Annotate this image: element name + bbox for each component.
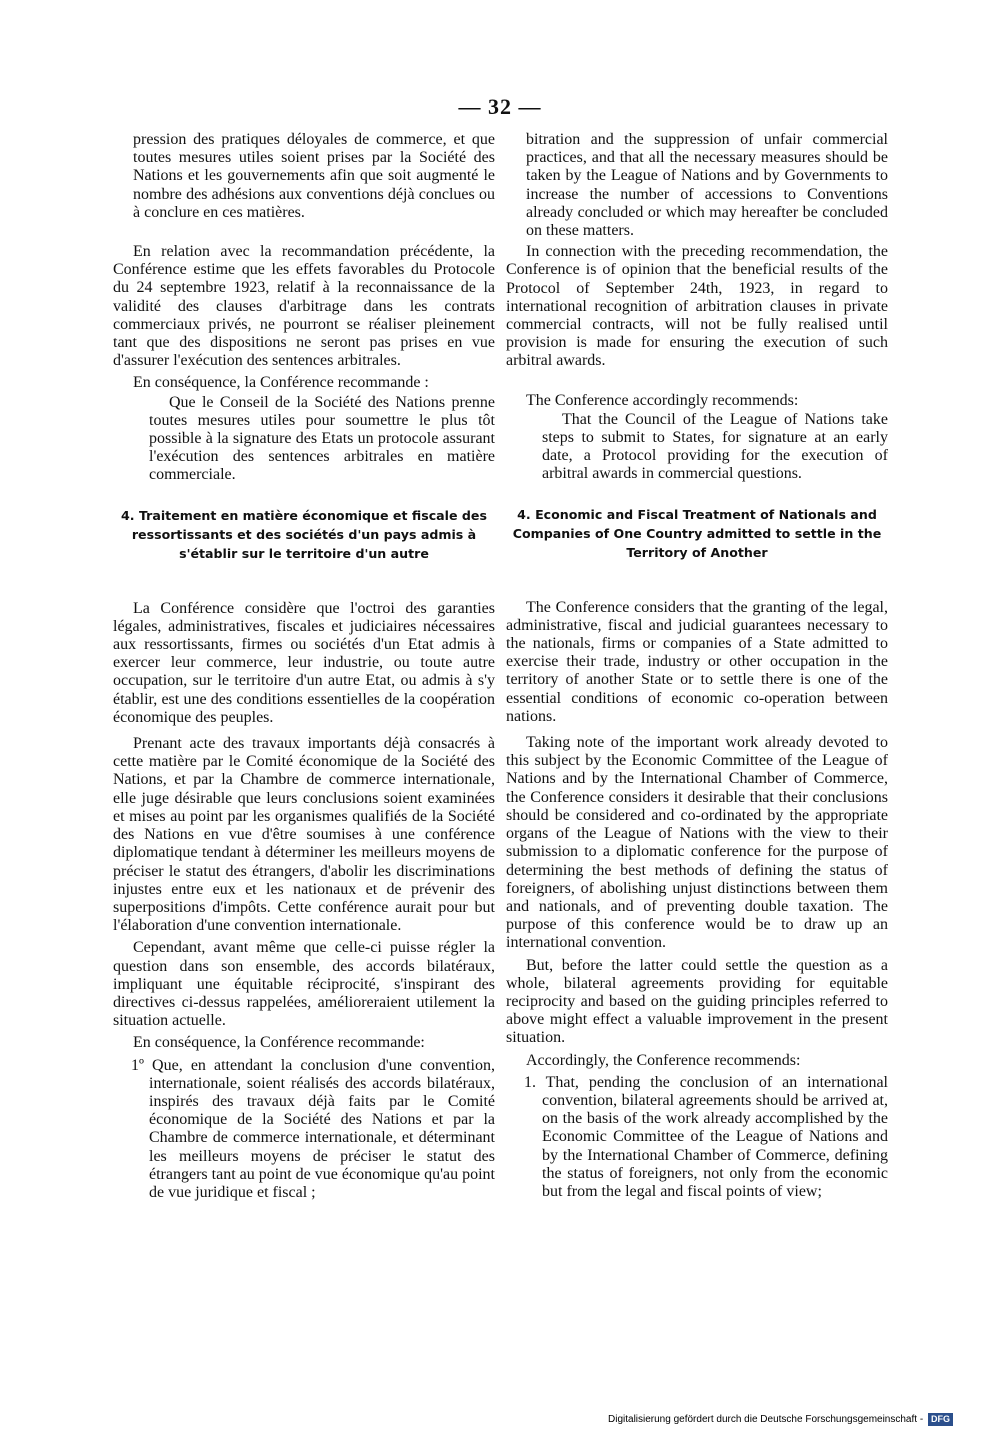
fr-section-heading: 4. Traitement en matière économique et fiscale des ressortissants et des sociétés d'un pays admis à s'établir sur le territoire d'un autre — [121, 507, 487, 561]
en-recommendation-council: That the Council of the League of Nations take steps to submit to States, for signature at an early date, a Protocol providing for the execution of arbitral awards in commercial questions. — [542, 410, 888, 483]
dfg-logo: DFG — [928, 1413, 953, 1426]
en-recommends-intro-2: Accordingly, the Conference recommends: — [526, 1051, 801, 1069]
english-column — [506, 131, 888, 1201]
fr-paragraph-bilateral: Cependant, avant même que celle-ci puisse régler la question dans son ensemble, des accords bilatéraux, impliquant une équitable réciprocité, s'inspirant des directives ci-dessus rappelées, amélioreraient utilement la situation actuelle. — [113, 939, 495, 1030]
en-paragraph-work: Taking note of the important work already devoted to this subject by the Economic Committee of the League of Nations and by the International Chamber of Commerce, the Conference considers it desirable that their conclusions should be considered and co-ordinated by the appropriate organs of the League of Nations with the view to their submission to a diplomatic conference for the purpose of determining the best methods of defining the status of foreigners, of abolishing unjust distinctions between them and nationals, and of preventing double taxation. The purpose of this conference would be to draw up an international convention. — [506, 734, 888, 952]
en-paragraph-protocol: In connection with the preceding recommendation, the Conference is of opinion that the beneficial results of the Protocol of September 24th, 1923, in regard to international recognition of arbitration clauses in private commercial contracts, will not be fully realised until provision is made for ensuring the execution of such arbitral awards. — [506, 243, 888, 370]
fr-list-item-1: 1º Que, en attendant la conclusion d'une convention, internationale, soient réalisés des accords bilatéraux, inspirés des travaux déjà faits par le Comité économique de la Société des Nations et par la Chambre de commerce internationale, et déterminant les meilleurs moyens de préciser le statut des étrangers tant au point de vue économique qu'au point de vue juridique et fiscal ; — [131, 1056, 495, 1201]
en-paragraph-bilateral: But, before the latter could settle the question as a whole, bilateral agreements providing for equitable reciprocity and based on the guiding principles referred to above might effect a valuable improvement in the present situation. — [506, 956, 888, 1047]
fr-recommendation-council: Que le Conseil de la Société des Nations prenne toutes mesures utiles pour soumettre le plus tôt possible à la signature des Etats un protocole assurant l'exécution des sentences arbitrales en matière commerciale. — [149, 393, 495, 484]
fr-recommends-intro-2: En conséquence, la Conférence recommande: — [133, 1034, 425, 1052]
fr-paragraph-guarantees: La Conférence considère que l'octroi des garanties légales, administratives, fiscales et judiciaires nécessaires aux ressortissants, firmes ou sociétés d'un Etat admis à exercer leur commerce, leur industrie, ou toute autre occupation, sur le territoire d'un autre Etat, ou admis à s'y établir, est une des conditions essentielles de la coopération économique des peuples. — [113, 599, 495, 726]
footer-text: Digitalisierung gefördert durch die Deutsche Forschungsgemeinschaft - — [608, 1414, 924, 1425]
fr-recommendation-continued: pression des pratiques déloyales de commerce, et que toutes mesures utiles soient prises par la Société des Nations et les gouvernements afin que soit augmenté le nombre des adhésions aux conventions déjà conclues ou à conclure en ces matières. — [133, 131, 495, 221]
en-paragraph-guarantees: The Conference considers that the granting of the legal, administrative, fiscal and judicial guarantees necessary to the nationals, firms or companies of a State admitted to exercise their trade, industry or other occupation in the territory of another State or to settle there is one of the essential conditions of economic co-operation between nations. — [506, 598, 888, 725]
en-section-heading: 4. Economic and Fiscal Treatment of Nationals and Companies of One Country admitted to settle in the Territory of Another — [512, 506, 882, 560]
fr-recommends-intro: En conséquence, la Conférence recommande : — [133, 374, 429, 392]
en-recommends-intro: The Conference accordingly recommends: — [526, 391, 799, 409]
fr-paragraph-work: Prenant acte des travaux importants déjà consacrés à cette matière par le Comité économique de la Société des Nations, et par la Chambre de commerce internationale, elle juge désirable que leurs conclusions soient examinées et mises au point par les organismes qualifiés de la Société des Nations en vue d'être soumises à une conférence diplomatique tendant à déterminer les meilleurs moyens de préciser le statut des étrangers, d'abolir les discriminations injustes entre eux et les nationaux et de prévenir des superpositions d'impôts. Cette conférence aurait pour but l'élaboration d'une convention internationale. — [113, 735, 495, 935]
footer-credit — [608, 1412, 988, 1428]
french-column — [113, 131, 495, 1202]
en-list-item-1: 1. That, pending the conclusion of an international convention, bilateral agreements should be arrived at, on the basis of the work already accomplished by the Economic Committee of the League of Nations and by the International Chamber of Commerce, defining the status of foreigners, not only from the economic but from the legal and fiscal points of view; — [524, 1073, 888, 1200]
fr-paragraph-protocol: En relation avec la recommandation précédente, la Conférence estime que les effets favorables du Protocole du 24 septembre 1923, relatif à la reconnaissance de la validité des clauses d'arbitrage dans les contrats commerciaux privés, ne pourront se réaliser pleinement tant que des dispositions ne seront pas prises en vue d'assurer l'exécution des sentences arbitrales. — [113, 243, 495, 370]
page-number: — 32 — — [458, 94, 542, 119]
en-recommendation-continued: bitration and the suppression of unfair commercial practices, and that all the necessary measures should be taken by the League of Nations and by Governments to increase the number of accessions to Conventions already concluded or which may hereafter be concluded on these matters. — [526, 131, 888, 240]
